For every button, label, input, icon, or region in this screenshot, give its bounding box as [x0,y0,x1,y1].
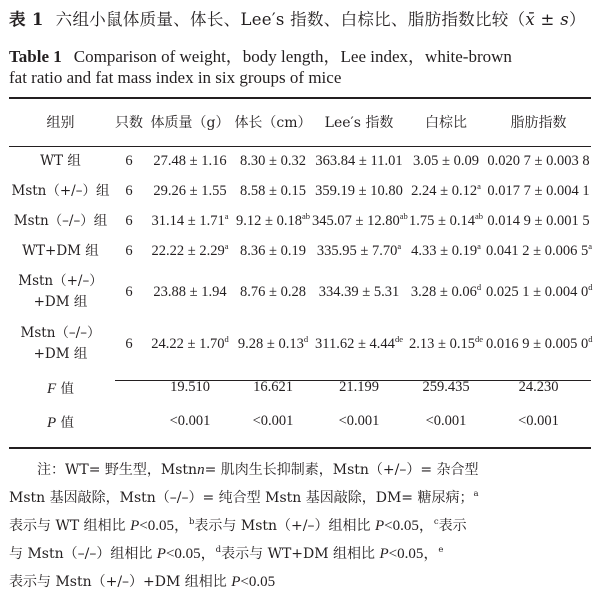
caption-title-cn: 六组小鼠体质量、体长、Lee′s 指数、白棕比、脂肪指数比较（ [55,10,526,29]
cell-weight: 23.88 ± 1.94 [153,283,227,300]
cell-group: Mstn（–/–） +DM 组 [20,325,101,362]
header-group: 组别 [46,115,75,131]
f-fat: 24.230 [518,378,559,395]
table-row [9,266,591,318]
f-length: 16.621 [253,378,293,395]
table-row [9,146,591,176]
f-n-empty [112,370,146,404]
f-value-row [9,370,591,404]
header-n: 只数 [115,115,143,131]
table-row [9,206,591,236]
cell-lee: 311.62 ± 4.44de [315,333,403,352]
cell-length: 8.58 ± 0.15 [240,182,306,199]
p-ratio: <0.001 [425,412,467,429]
cell-length: 8.30 ± 0.32 [240,152,306,169]
f-ratio: 259.435 [422,378,470,395]
p-fat: <0.001 [518,412,559,429]
cell-weight: 29.26 ± 1.55 [153,182,227,199]
caption-en-line1 [9,42,512,67]
cell-weight: 31.14 ± 1.71$^a$ [151,210,229,229]
cell-ratio: 2.13 ± 0.15de [409,333,483,352]
cell-length: 8.36 ± 0.19 [240,242,306,259]
cell-weight: 27.48 ± 1.16 [153,152,227,169]
cell-lee: 363.84 ± 11.01 [315,152,403,169]
cell-lee: 359.19 ± 10.80 [315,182,403,199]
f-label: F 值 [47,380,74,397]
caption-cn [9,6,586,30]
bottom-rule [9,447,591,449]
header-lee: Lee′s 指数 [324,115,394,131]
footnote-line: 与 Mstn（–/–）组相比 P<0.05，$^d$表示与 WT+DM 组相比 P<0.05，$^e$ [9,545,444,562]
f-weight: 19.510 [170,378,210,395]
cell-lee: 335.95 ± 7.70$^a$ [316,240,402,259]
cell-fat: 0.041 2 ± 0.006 5$^a$ [486,240,592,259]
cell-n: 6 [125,182,133,199]
p-value-row [9,404,591,438]
table-row [9,236,591,266]
caption-en-line2: fat ratio and fat mass index in six groups of mice [9,68,342,87]
cell-fat: 0.016 9 ± 0.005 0$^d$ [486,333,593,352]
cell-group: WT 组 [40,152,81,169]
footnote-line: 表示与 WT 组相比 P<0.05，$^b$表示与 Mstn（+/–）组相比 P<0.05，$^c$表示 [9,517,467,534]
cell-ratio: 4.33 ± 0.19$^a$ [411,240,481,259]
header-fat: 脂肪指数 [510,115,567,131]
p-weight: <0.001 [169,412,211,429]
cell-lee: 334.39 ± 5.31 [318,283,400,300]
data-table [9,98,591,438]
header-ratio: 白棕比 [425,115,467,131]
cell-length: 9.12 ± 0.18$^{ab}$ [236,210,310,229]
cell-fat: 0.020 7 ± 0.003 8 [487,152,590,169]
footnote-line: 表示与 Mstn（+/–）+DM 组相比 P<0.05 [9,574,276,590]
cell-weight: 24.22 ± 1.70$^d$ [151,333,229,352]
table-label-en: Table 1 [9,47,62,66]
cell-ratio: 3.28 ± 0.06$^d$ [410,281,482,300]
table-label-cn: 表 1 [9,10,44,29]
cell-group: Mstn（–/–）组 [13,212,108,229]
cell-group: Mstn（+/–）组 [11,182,110,199]
p-lee: <0.001 [338,412,380,429]
p-n-empty [112,404,146,438]
cell-n: 6 [125,283,133,300]
p-length: <0.001 [252,412,294,429]
stat-symbol: x̄ ± s [525,10,569,29]
cell-n: 6 [125,152,133,169]
p-label: P 值 [47,414,74,431]
f-lee: 21.199 [339,378,379,395]
footnote-line: 注：WT= 野生型，Mstnn= 肌肉生长抑制素，Mstn（+/–）= 杂合型 [37,462,479,478]
cell-ratio: 3.05 ± 0.09 [413,152,479,169]
footnote-line: Mstn 基因敲除，Mstn（–/–）= 纯合型 Mstn 基因敲除，DM= 糖尿病；$^a$ [9,489,479,506]
cell-lee: 345.07 ± 12.80$^{ab}$ [312,210,408,229]
cell-n: 6 [125,242,133,259]
cell-weight: 22.22 ± 2.29$^a$ [151,240,229,259]
cell-group: Mstn（+/–） +DM 组 [18,273,103,310]
cell-ratio: 1.75 ± 0.14$^{ab}$ [409,210,483,229]
cell-ratio: 2.24 ± 0.12$^a$ [411,180,481,199]
table-header-row [9,98,591,146]
cell-fat: 0.025 1 ± 0.004 0$^d$ [486,281,593,300]
caption-title-cn-close: ） [568,10,586,29]
caption-title-en-1: Comparison of weight，body length，Lee index，white-brown [73,47,512,66]
cell-length: 9.28 ± 0.13$^d$ [237,333,309,352]
table-row [9,318,591,370]
cell-fat: 0.017 7 ± 0.004 1 [487,182,590,199]
cell-n: 6 [125,335,133,352]
cell-group: WT+DM 组 [22,242,99,259]
table-footnote [9,456,594,596]
header-weight: 体质量（g） [150,115,230,131]
header-length: 体长（cm） [234,115,312,131]
cell-fat: 0.014 9 ± 0.001 5 [487,212,590,229]
cell-length: 8.76 ± 0.28 [240,283,306,300]
table-row [9,176,591,206]
cell-n: 6 [125,212,133,229]
